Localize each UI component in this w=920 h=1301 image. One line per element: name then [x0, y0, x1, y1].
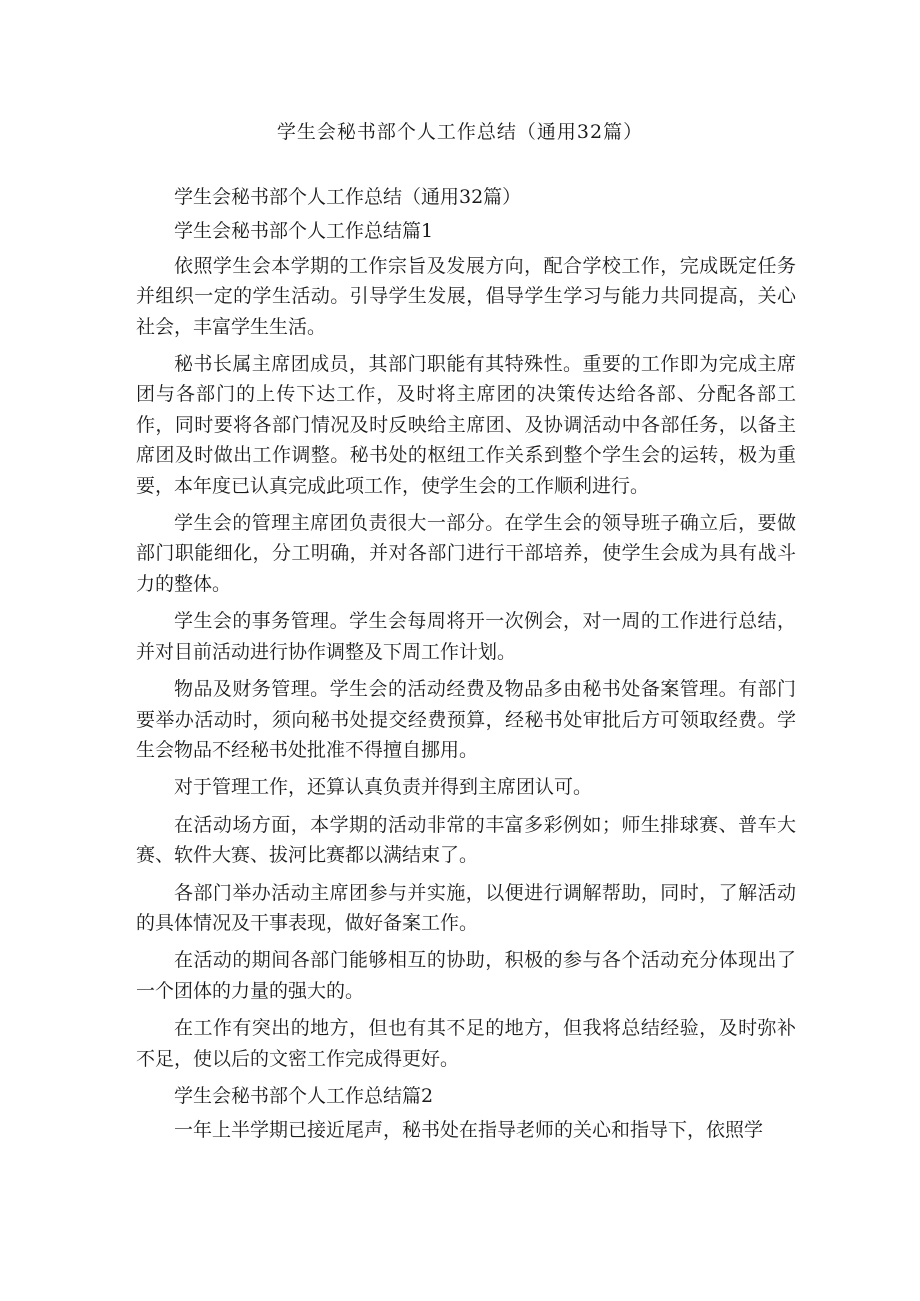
paragraph: 依照学生会本学期的工作宗旨及发展方向，配合学校工作，完成既定任务并组织一定的学生活动。引导学生发展，倡导学生学习与能力共同提高，关心社会，丰富学生生活。 [136, 254, 796, 338]
paragraph: 一年上半学期已接近尾声，秘书处在指导老师的关心和指导下，依照学 [174, 1119, 764, 1142]
paragraph: 秘书长属主席团成员，其部门职能有其特殊性。重要的工作即为完成主席团与各部门的上传下达工作，及时将主席团的决策传达给各部、分配各部工作，同时要将各部门情况及时反映给主席团、及协调活动中各部任务，以备主席团及时做出工作调整。秘书处的枢纽工作关系到整个学生会的运转，极为重要，本年度已认真完成此项工作，使学生会的工作顺利进行。 [136, 353, 796, 497]
paragraph: 在工作有突出的地方，但也有其不足的地方，但我将总结经验，及时弥补不足，使以后的文密工作完成得更好。 [136, 1017, 796, 1070]
document-body [136, 182, 796, 1153]
paragraph: 对于管理工作，还算认真负责并得到主席团认可。 [174, 776, 593, 799]
paragraph: 各部门举办活动主席团参与并实施，以便进行调解帮助，同时，了解活动的具体情况及干事表现，做好备案工作。 [136, 881, 796, 934]
paragraph: 物品及财务管理。学生会的活动经费及物品多由秘书处备案管理。有部门要举办活动时，须向秘书处提交经费预算，经秘书处审批后方可领取经费。学生会物品不经秘书处批准不得擅自挪用。 [136, 678, 796, 761]
paragraph: 学生会的事务管理。学生会每周将开一次例会，对一周的工作进行总结，并对目前活动进行协作调整及下周工作计划。 [136, 610, 796, 663]
paragraph: 学生会的管理主席团负责很大一部分。在学生会的领导班子确立后，要做部门职能细化，分工明确，并对各部门进行干部培养，使学生会成为具有战斗力的整体。 [136, 512, 796, 595]
subtitle: 学生会秘书部个人工作总结（通用32篇） [174, 186, 522, 208]
paragraph: 在活动的期间各部门能够相互的协助，积极的参与各个活动充分体现出了一个团体的力量的强大的。 [136, 949, 796, 1002]
paragraph: 在活动场方面，本学期的活动非常的丰富多彩例如；师生排球赛、普车大赛、软件大赛、拔河比赛都以满结束了。 [136, 813, 796, 867]
section-heading-1: 学生会秘书部个人工作总结篇1 [174, 220, 434, 243]
section-heading-2: 学生会秘书部个人工作总结篇2 [174, 1084, 434, 1107]
document-title: 学生会秘书部个人工作总结（通用32篇） [276, 121, 644, 143]
